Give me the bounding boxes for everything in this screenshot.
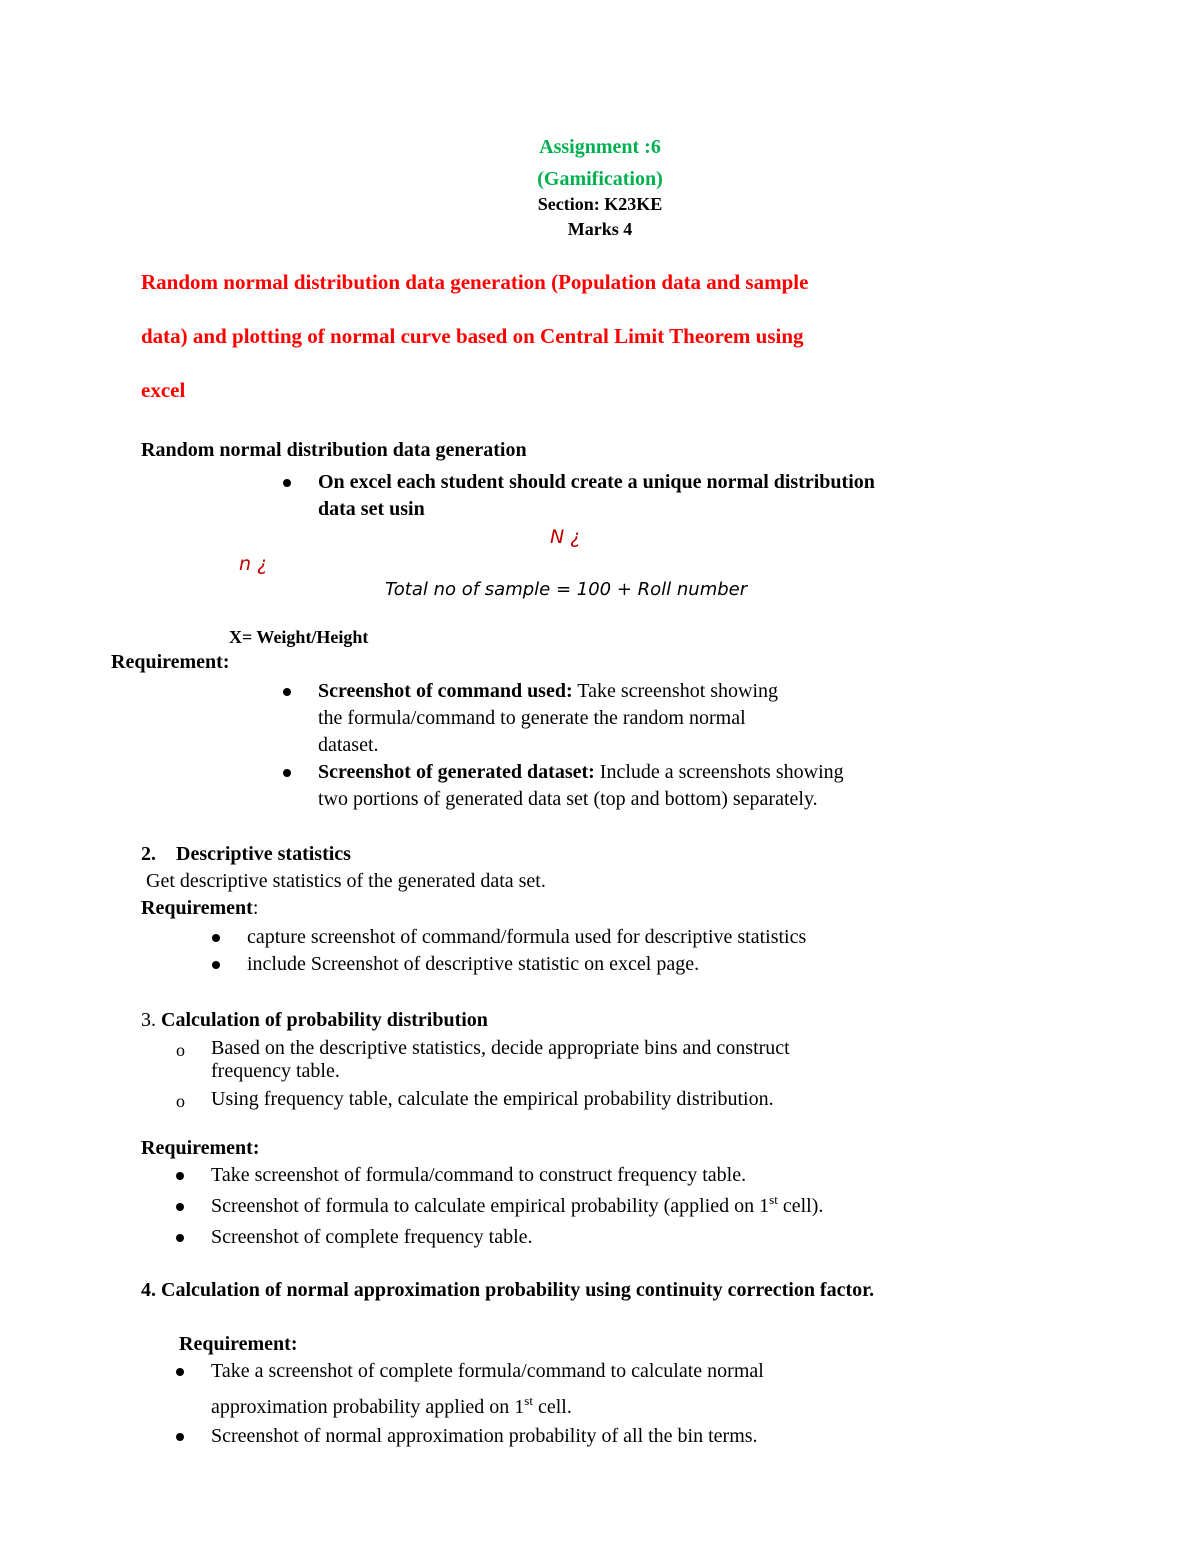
part2-item-2: include Screenshot of descriptive statistic on excel page.: [247, 953, 700, 975]
part1-heading: Random normal distribution data generation: [141, 439, 527, 461]
part2-requirement-bold: Requirement: [141, 897, 253, 919]
part4-req-1-end: cell.: [532, 1396, 572, 1418]
part1-req1-bold: Screenshot of command used:: [318, 680, 573, 702]
assignment-subtitle: (Gamification): [537, 168, 663, 190]
part1-req2-line-2: two portions of generated data set (top and bottom) separately.: [318, 788, 818, 810]
bullet-icon: [176, 1172, 184, 1180]
objective-line-2: data) and plotting of normal curve based on Central Limit Theorem using: [141, 324, 804, 348]
part3-req-2: [211, 1192, 824, 1218]
part1-req2-bold: Screenshot of generated dataset:: [318, 761, 595, 783]
part3-req-2-end: cell).: [777, 1195, 824, 1217]
part1-bullet-line-1: On excel each student should create a unique normal distribution: [318, 471, 875, 493]
bullet-icon: [176, 1203, 184, 1211]
part2-heading: Descriptive statistics: [176, 843, 351, 865]
part1-req1-line-3: dataset.: [318, 734, 379, 756]
circle-bullet-icon: o: [176, 1040, 185, 1060]
part1-req2-line-1: [318, 761, 844, 784]
part3-number: 3.: [141, 1009, 156, 1031]
part2-description: Get descriptive statistics of the generated data set.: [146, 870, 546, 892]
part4-heading: 4. Calculation of normal approximation probability using continuity correction factor.: [141, 1279, 875, 1301]
bullet-icon: [283, 688, 291, 696]
part1-req1-line-2: the formula/command to generate the random normal: [318, 707, 746, 729]
objective-line-3: excel: [141, 378, 186, 402]
part2-requirement-colon: :: [252, 897, 259, 919]
bullet-icon: [283, 769, 291, 777]
objective-line-1: Random normal distribution data generation (Population data and sample: [141, 270, 809, 294]
part4-req-1-text: approximation probability applied on 1: [211, 1396, 525, 1418]
part2-number: 2.: [141, 843, 156, 865]
part3-option1-line-2: frequency table.: [211, 1060, 340, 1082]
bullet-icon: [176, 1368, 184, 1376]
math-n-symbol: n ¿: [239, 553, 268, 575]
part3-req-1: Take screenshot of formula/command to construct frequency table.: [211, 1164, 747, 1186]
part1-req2-rest: Include a screenshots showing: [594, 761, 844, 783]
assignment-title: Assignment :6: [539, 136, 661, 158]
part1-requirement-label: Requirement:: [111, 651, 230, 673]
total-sample-formula: Total no of sample = 100 + Roll number: [385, 579, 748, 600]
part3-heading-line: [141, 1009, 488, 1032]
part4-requirement-label: Requirement:: [179, 1333, 298, 1355]
part4-req-1-sup: st: [524, 1393, 533, 1408]
part1-bullet-line-2: data set usin: [318, 498, 425, 520]
part2-item-1: capture screenshot of command/formula used for descriptive statistics: [247, 926, 807, 948]
part3-heading: Calculation of probability distribution: [161, 1009, 488, 1031]
bullet-icon: [283, 479, 291, 487]
circle-bullet-icon: o: [176, 1091, 185, 1111]
part1-req1-line-1: [318, 680, 778, 703]
part4-req-1-line-2: [211, 1393, 572, 1419]
bullet-icon: [212, 934, 220, 942]
part3-option2: Using frequency table, calculate the empirical probability distribution.: [211, 1088, 774, 1110]
part4-req-1-line-1: Take a screenshot of complete formula/command to calculate normal: [211, 1360, 764, 1382]
bullet-icon: [176, 1234, 184, 1242]
section-label: Section: K23KE: [537, 194, 663, 214]
x-definition: X= Weight/Height: [229, 627, 369, 647]
marks-label: Marks 4: [567, 219, 633, 239]
part3-req-2-sup: st: [769, 1192, 778, 1207]
part4-req-2: Screenshot of normal approximation probability of all the bin terms.: [211, 1425, 758, 1447]
part3-req-3: Screenshot of complete frequency table.: [211, 1226, 533, 1248]
part3-req-2-text: Screenshot of formula to calculate empirical probability (applied on 1: [211, 1195, 770, 1217]
part3-option1-line-1: Based on the descriptive statistics, decide appropriate bins and construct: [211, 1037, 790, 1059]
bullet-icon: [212, 961, 220, 969]
part3-requirement-label: Requirement:: [141, 1137, 260, 1159]
math-N-symbol: N ¿: [550, 526, 581, 548]
part2-requirement-label: [141, 897, 258, 920]
bullet-icon: [176, 1433, 184, 1441]
part1-req1-rest: Take screenshot showing: [572, 680, 779, 702]
